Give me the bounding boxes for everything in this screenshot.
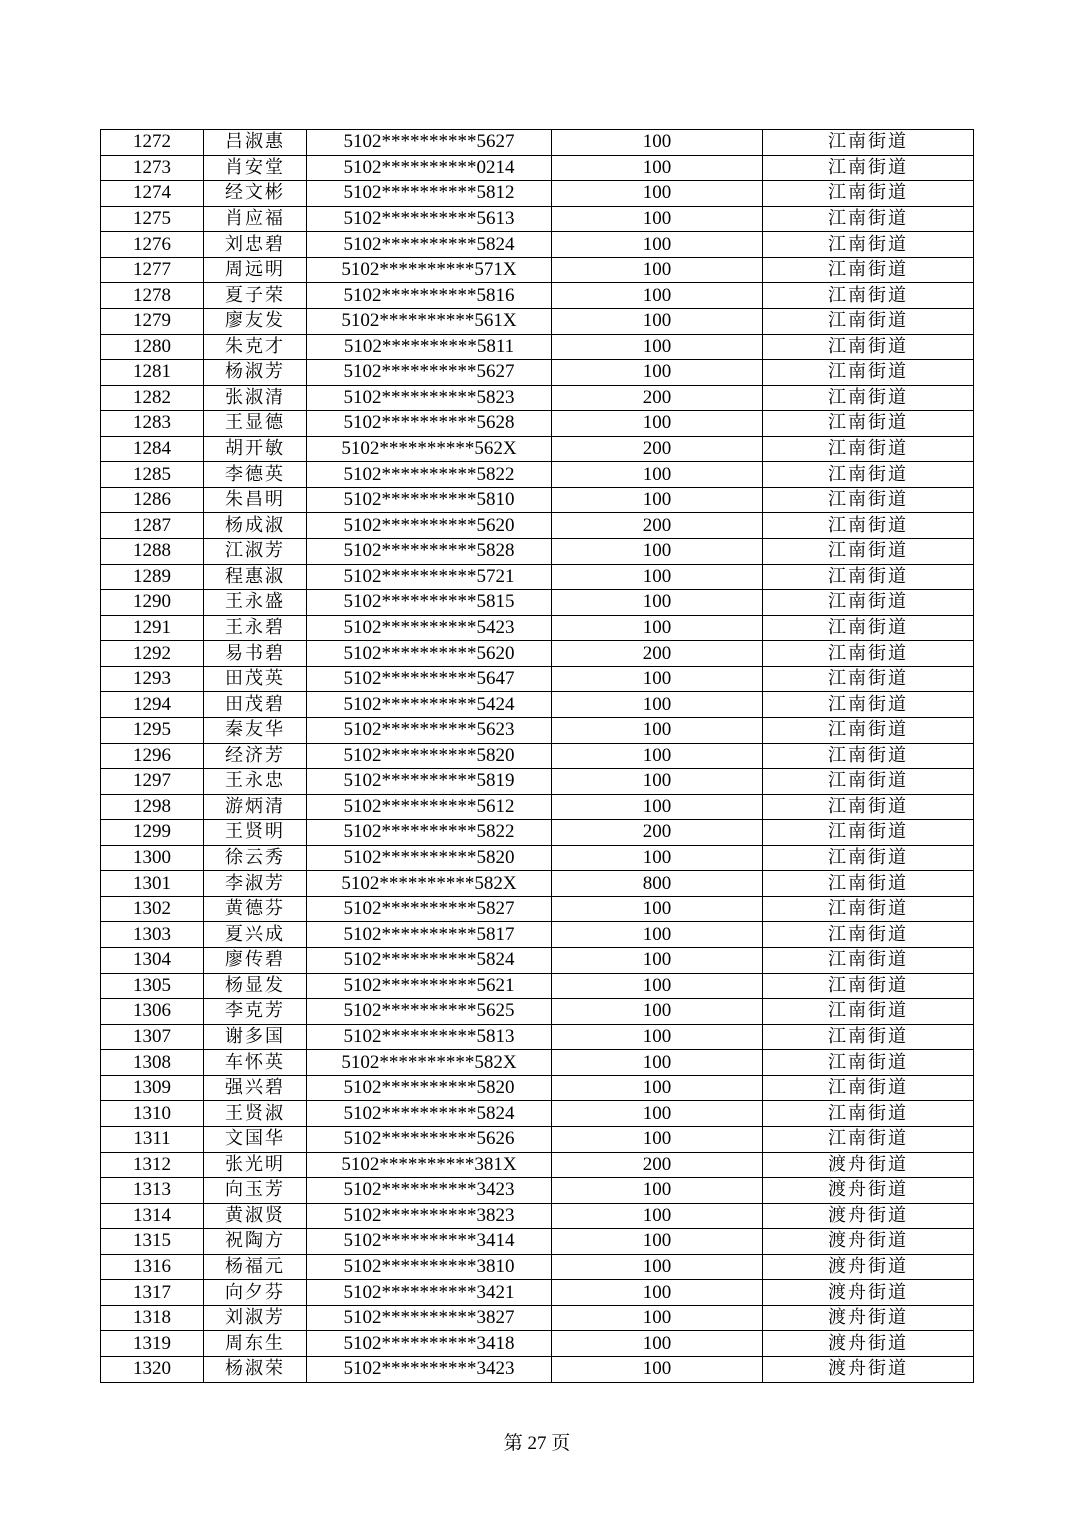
table-row <box>101 564 974 590</box>
name-cell: 刘淑芳 <box>204 1305 307 1331</box>
name-cell: 谢多国 <box>204 1024 307 1050</box>
row-number-cell: 1282 <box>101 385 204 411</box>
name-cell: 张淑清 <box>204 385 307 411</box>
table-row <box>101 334 974 360</box>
table-row <box>101 1178 974 1204</box>
street-cell: 江南街道 <box>763 308 974 334</box>
amount-cell: 100 <box>552 1203 763 1229</box>
name-cell: 经济芳 <box>204 743 307 769</box>
name-cell: 杨显发 <box>204 973 307 999</box>
street-cell: 江南街道 <box>763 871 974 897</box>
row-number-cell: 1287 <box>101 513 204 539</box>
amount-cell: 100 <box>552 1229 763 1255</box>
row-number-cell: 1292 <box>101 641 204 667</box>
name-cell: 朱昌明 <box>204 487 307 513</box>
id-number-cell: 5102**********5822 <box>307 462 552 488</box>
amount-cell: 100 <box>552 896 763 922</box>
amount-cell: 200 <box>552 820 763 846</box>
row-number-cell: 1289 <box>101 564 204 590</box>
name-cell: 强兴碧 <box>204 1075 307 1101</box>
table-row <box>101 1024 974 1050</box>
table-row <box>101 411 974 437</box>
row-number-cell: 1320 <box>101 1357 204 1383</box>
id-number-cell: 5102**********3423 <box>307 1178 552 1204</box>
table-row <box>101 385 974 411</box>
row-number-cell: 1296 <box>101 743 204 769</box>
id-number-cell: 5102**********5627 <box>307 130 552 156</box>
row-number-cell: 1283 <box>101 411 204 437</box>
amount-cell: 100 <box>552 130 763 156</box>
row-number-cell: 1304 <box>101 948 204 974</box>
table-row <box>101 1126 974 1152</box>
street-cell: 江南街道 <box>763 1050 974 1076</box>
id-number-cell: 5102**********5424 <box>307 692 552 718</box>
name-cell: 程惠淑 <box>204 564 307 590</box>
amount-cell: 100 <box>552 666 763 692</box>
street-cell: 渡舟街道 <box>763 1203 974 1229</box>
table-row <box>101 539 974 565</box>
name-cell: 朱克才 <box>204 334 307 360</box>
table-row <box>101 896 974 922</box>
name-cell: 吕淑惠 <box>204 130 307 156</box>
row-number-cell: 1279 <box>101 308 204 334</box>
amount-cell: 100 <box>552 539 763 565</box>
row-number-cell: 1310 <box>101 1101 204 1127</box>
amount-cell: 100 <box>552 973 763 999</box>
street-cell: 江南街道 <box>763 385 974 411</box>
name-cell: 杨淑芳 <box>204 360 307 386</box>
street-cell: 渡舟街道 <box>763 1357 974 1383</box>
amount-cell: 100 <box>552 1280 763 1306</box>
street-cell: 渡舟街道 <box>763 1280 974 1306</box>
table-row <box>101 666 974 692</box>
name-cell: 胡开敏 <box>204 436 307 462</box>
row-number-cell: 1272 <box>101 130 204 156</box>
amount-cell: 100 <box>552 1126 763 1152</box>
id-number-cell: 5102**********582X <box>307 871 552 897</box>
name-cell: 易书碧 <box>204 641 307 667</box>
row-number-cell: 1273 <box>101 155 204 181</box>
name-cell: 王贤淑 <box>204 1101 307 1127</box>
table-row <box>101 436 974 462</box>
row-number-cell: 1307 <box>101 1024 204 1050</box>
street-cell: 江南街道 <box>763 666 974 692</box>
street-cell: 江南街道 <box>763 999 974 1025</box>
id-number-cell: 5102**********5620 <box>307 513 552 539</box>
street-cell: 江南街道 <box>763 1024 974 1050</box>
amount-cell: 200 <box>552 436 763 462</box>
name-cell: 车怀英 <box>204 1050 307 1076</box>
id-number-cell: 5102**********5820 <box>307 1075 552 1101</box>
id-number-cell: 5102**********5817 <box>307 922 552 948</box>
id-number-cell: 5102**********5828 <box>307 539 552 565</box>
amount-cell: 100 <box>552 257 763 283</box>
amount-cell: 100 <box>552 1075 763 1101</box>
id-number-cell: 5102**********3810 <box>307 1254 552 1280</box>
name-cell: 经文彬 <box>204 181 307 207</box>
row-number-cell: 1316 <box>101 1254 204 1280</box>
street-cell: 江南街道 <box>763 334 974 360</box>
table-row <box>101 308 974 334</box>
amount-cell: 200 <box>552 513 763 539</box>
row-number-cell: 1303 <box>101 922 204 948</box>
name-cell: 王贤明 <box>204 820 307 846</box>
row-number-cell: 1317 <box>101 1280 204 1306</box>
name-cell: 田茂英 <box>204 666 307 692</box>
table-row <box>101 1050 974 1076</box>
id-number-cell: 5102**********562X <box>307 436 552 462</box>
name-cell: 向夕芬 <box>204 1280 307 1306</box>
id-number-cell: 5102**********5423 <box>307 615 552 641</box>
id-number-cell: 5102**********0214 <box>307 155 552 181</box>
table-row <box>101 845 974 871</box>
street-cell: 江南街道 <box>763 487 974 513</box>
street-cell: 渡舟街道 <box>763 1152 974 1178</box>
table-row <box>101 487 974 513</box>
name-cell: 徐云秀 <box>204 845 307 871</box>
row-number-cell: 1315 <box>101 1229 204 1255</box>
amount-cell: 100 <box>552 1305 763 1331</box>
street-cell: 江南街道 <box>763 590 974 616</box>
id-number-cell: 5102**********5827 <box>307 896 552 922</box>
id-number-cell: 5102**********3418 <box>307 1331 552 1357</box>
table-row <box>101 590 974 616</box>
name-cell: 田茂碧 <box>204 692 307 718</box>
id-number-cell: 5102**********5823 <box>307 385 552 411</box>
row-number-cell: 1300 <box>101 845 204 871</box>
table-row <box>101 206 974 232</box>
street-cell: 江南街道 <box>763 564 974 590</box>
amount-cell: 200 <box>552 385 763 411</box>
row-number-cell: 1299 <box>101 820 204 846</box>
amount-cell: 100 <box>552 615 763 641</box>
amount-cell: 100 <box>552 743 763 769</box>
amount-cell: 200 <box>552 1152 763 1178</box>
id-number-cell: 5102**********5626 <box>307 1126 552 1152</box>
id-number-cell: 5102**********582X <box>307 1050 552 1076</box>
street-cell: 江南街道 <box>763 845 974 871</box>
table-row <box>101 181 974 207</box>
table-row <box>101 794 974 820</box>
street-cell: 江南街道 <box>763 283 974 309</box>
name-cell: 廖传碧 <box>204 948 307 974</box>
street-cell: 江南街道 <box>763 539 974 565</box>
name-cell: 李克芳 <box>204 999 307 1025</box>
row-number-cell: 1298 <box>101 794 204 820</box>
amount-cell: 100 <box>552 1178 763 1204</box>
street-cell: 江南街道 <box>763 206 974 232</box>
street-cell: 江南街道 <box>763 922 974 948</box>
row-number-cell: 1288 <box>101 539 204 565</box>
row-number-cell: 1314 <box>101 1203 204 1229</box>
table-row <box>101 1101 974 1127</box>
id-number-cell: 5102**********3423 <box>307 1357 552 1383</box>
street-cell: 江南街道 <box>763 794 974 820</box>
row-number-cell: 1290 <box>101 590 204 616</box>
amount-cell: 100 <box>552 308 763 334</box>
amount-cell: 100 <box>552 692 763 718</box>
id-number-cell: 5102**********5620 <box>307 641 552 667</box>
table-row <box>101 232 974 258</box>
street-cell: 江南街道 <box>763 641 974 667</box>
row-number-cell: 1305 <box>101 973 204 999</box>
amount-cell: 100 <box>552 283 763 309</box>
amount-cell: 100 <box>552 1050 763 1076</box>
table-row <box>101 973 974 999</box>
id-number-cell: 5102**********5621 <box>307 973 552 999</box>
street-cell: 江南街道 <box>763 717 974 743</box>
name-cell: 王永盛 <box>204 590 307 616</box>
name-cell: 李淑芳 <box>204 871 307 897</box>
row-number-cell: 1294 <box>101 692 204 718</box>
name-cell: 王永碧 <box>204 615 307 641</box>
id-number-cell: 5102**********5824 <box>307 1101 552 1127</box>
row-number-cell: 1275 <box>101 206 204 232</box>
id-number-cell: 5102**********3823 <box>307 1203 552 1229</box>
id-number-cell: 5102**********5613 <box>307 206 552 232</box>
row-number-cell: 1297 <box>101 769 204 795</box>
id-number-cell: 5102**********5813 <box>307 1024 552 1050</box>
id-number-cell: 5102**********381X <box>307 1152 552 1178</box>
id-number-cell: 5102**********3827 <box>307 1305 552 1331</box>
table-row <box>101 820 974 846</box>
amount-cell: 100 <box>552 717 763 743</box>
street-cell: 江南街道 <box>763 181 974 207</box>
row-number-cell: 1302 <box>101 896 204 922</box>
street-cell: 江南街道 <box>763 155 974 181</box>
name-cell: 游炳清 <box>204 794 307 820</box>
id-number-cell: 5102**********5820 <box>307 845 552 871</box>
row-number-cell: 1319 <box>101 1331 204 1357</box>
name-cell: 杨成淑 <box>204 513 307 539</box>
table-row <box>101 999 974 1025</box>
table-row <box>101 1357 974 1383</box>
name-cell: 杨淑荣 <box>204 1357 307 1383</box>
row-number-cell: 1291 <box>101 615 204 641</box>
street-cell: 江南街道 <box>763 692 974 718</box>
table-row <box>101 871 974 897</box>
name-cell: 黄淑贤 <box>204 1203 307 1229</box>
amount-cell: 800 <box>552 871 763 897</box>
amount-cell: 100 <box>552 155 763 181</box>
table-row <box>101 769 974 795</box>
row-number-cell: 1308 <box>101 1050 204 1076</box>
table-row <box>101 513 974 539</box>
street-cell: 江南街道 <box>763 462 974 488</box>
amount-cell: 100 <box>552 1024 763 1050</box>
table-row <box>101 155 974 181</box>
amount-cell: 100 <box>552 487 763 513</box>
id-number-cell: 5102**********5628 <box>307 411 552 437</box>
id-number-cell: 5102**********5647 <box>307 666 552 692</box>
table-row <box>101 1254 974 1280</box>
row-number-cell: 1278 <box>101 283 204 309</box>
street-cell: 江南街道 <box>763 130 974 156</box>
street-cell: 渡舟街道 <box>763 1305 974 1331</box>
amount-cell: 100 <box>552 360 763 386</box>
name-cell: 夏兴成 <box>204 922 307 948</box>
table-row <box>101 360 974 386</box>
name-cell: 黄德芬 <box>204 896 307 922</box>
row-number-cell: 1306 <box>101 999 204 1025</box>
street-cell: 江南街道 <box>763 257 974 283</box>
table-row <box>101 1152 974 1178</box>
table-row <box>101 1305 974 1331</box>
row-number-cell: 1318 <box>101 1305 204 1331</box>
row-number-cell: 1280 <box>101 334 204 360</box>
amount-cell: 100 <box>552 845 763 871</box>
name-cell: 周东生 <box>204 1331 307 1357</box>
id-number-cell: 5102**********5625 <box>307 999 552 1025</box>
name-cell: 杨福元 <box>204 1254 307 1280</box>
table-row <box>101 1280 974 1306</box>
amount-cell: 100 <box>552 334 763 360</box>
amount-cell: 100 <box>552 999 763 1025</box>
data-table <box>100 129 974 1383</box>
amount-cell: 100 <box>552 1254 763 1280</box>
row-number-cell: 1276 <box>101 232 204 258</box>
table-row <box>101 1075 974 1101</box>
table-row <box>101 692 974 718</box>
street-cell: 江南街道 <box>763 615 974 641</box>
street-cell: 江南街道 <box>763 769 974 795</box>
id-number-cell: 5102**********3421 <box>307 1280 552 1306</box>
name-cell: 夏子荣 <box>204 283 307 309</box>
name-cell: 祝陶方 <box>204 1229 307 1255</box>
street-cell: 江南街道 <box>763 820 974 846</box>
amount-cell: 200 <box>552 641 763 667</box>
amount-cell: 100 <box>552 794 763 820</box>
row-number-cell: 1295 <box>101 717 204 743</box>
table-row <box>101 1203 974 1229</box>
table-row <box>101 283 974 309</box>
table-row <box>101 1331 974 1357</box>
name-cell: 秦友华 <box>204 717 307 743</box>
row-number-cell: 1285 <box>101 462 204 488</box>
id-number-cell: 5102**********5627 <box>307 360 552 386</box>
id-number-cell: 5102**********5810 <box>307 487 552 513</box>
id-number-cell: 5102**********561X <box>307 308 552 334</box>
name-cell: 王显德 <box>204 411 307 437</box>
name-cell: 肖安堂 <box>204 155 307 181</box>
row-number-cell: 1274 <box>101 181 204 207</box>
table-row <box>101 462 974 488</box>
row-number-cell: 1313 <box>101 1178 204 1204</box>
row-number-cell: 1284 <box>101 436 204 462</box>
amount-cell: 100 <box>552 206 763 232</box>
table-row <box>101 948 974 974</box>
id-number-cell: 5102**********5612 <box>307 794 552 820</box>
street-cell: 江南街道 <box>763 360 974 386</box>
table-row <box>101 615 974 641</box>
row-number-cell: 1277 <box>101 257 204 283</box>
street-cell: 渡舟街道 <box>763 1178 974 1204</box>
id-number-cell: 5102**********5819 <box>307 769 552 795</box>
street-cell: 江南街道 <box>763 1126 974 1152</box>
id-number-cell: 5102**********3414 <box>307 1229 552 1255</box>
name-cell: 王永忠 <box>204 769 307 795</box>
table-row <box>101 717 974 743</box>
amount-cell: 100 <box>552 769 763 795</box>
table-row <box>101 641 974 667</box>
street-cell: 江南街道 <box>763 232 974 258</box>
street-cell: 渡舟街道 <box>763 1331 974 1357</box>
id-number-cell: 5102**********5824 <box>307 232 552 258</box>
id-number-cell: 5102**********5824 <box>307 948 552 974</box>
amount-cell: 100 <box>552 462 763 488</box>
street-cell: 渡舟街道 <box>763 1229 974 1255</box>
id-number-cell: 5102**********5812 <box>307 181 552 207</box>
id-number-cell: 5102**********571X <box>307 257 552 283</box>
street-cell: 江南街道 <box>763 513 974 539</box>
table-row <box>101 130 974 156</box>
name-cell: 向玉芳 <box>204 1178 307 1204</box>
amount-cell: 100 <box>552 1101 763 1127</box>
row-number-cell: 1281 <box>101 360 204 386</box>
amount-cell: 100 <box>552 948 763 974</box>
name-cell: 李德英 <box>204 462 307 488</box>
street-cell: 江南街道 <box>763 896 974 922</box>
amount-cell: 100 <box>552 590 763 616</box>
id-number-cell: 5102**********5816 <box>307 283 552 309</box>
table-body <box>101 130 974 1383</box>
street-cell: 江南街道 <box>763 973 974 999</box>
row-number-cell: 1301 <box>101 871 204 897</box>
row-number-cell: 1312 <box>101 1152 204 1178</box>
row-number-cell: 1286 <box>101 487 204 513</box>
page-number: 第 27 页 <box>503 1433 571 1454</box>
amount-cell: 100 <box>552 922 763 948</box>
name-cell: 文国华 <box>204 1126 307 1152</box>
table-row <box>101 922 974 948</box>
street-cell: 江南街道 <box>763 743 974 769</box>
name-cell: 肖应福 <box>204 206 307 232</box>
name-cell: 廖友发 <box>204 308 307 334</box>
name-cell: 刘忠碧 <box>204 232 307 258</box>
street-cell: 江南街道 <box>763 948 974 974</box>
name-cell: 张光明 <box>204 1152 307 1178</box>
amount-cell: 100 <box>552 181 763 207</box>
id-number-cell: 5102**********5721 <box>307 564 552 590</box>
amount-cell: 100 <box>552 564 763 590</box>
street-cell: 渡舟街道 <box>763 1254 974 1280</box>
amount-cell: 100 <box>552 411 763 437</box>
table-row <box>101 257 974 283</box>
row-number-cell: 1293 <box>101 666 204 692</box>
id-number-cell: 5102**********5623 <box>307 717 552 743</box>
row-number-cell: 1311 <box>101 1126 204 1152</box>
street-cell: 江南街道 <box>763 1101 974 1127</box>
amount-cell: 100 <box>552 1331 763 1357</box>
name-cell: 周远明 <box>204 257 307 283</box>
amount-cell: 100 <box>552 1357 763 1383</box>
street-cell: 江南街道 <box>763 1075 974 1101</box>
id-number-cell: 5102**********5811 <box>307 334 552 360</box>
street-cell: 江南街道 <box>763 436 974 462</box>
table-row <box>101 1229 974 1255</box>
id-number-cell: 5102**********5820 <box>307 743 552 769</box>
street-cell: 江南街道 <box>763 411 974 437</box>
name-cell: 江淑芳 <box>204 539 307 565</box>
table-row <box>101 743 974 769</box>
id-number-cell: 5102**********5822 <box>307 820 552 846</box>
id-number-cell: 5102**********5815 <box>307 590 552 616</box>
amount-cell: 100 <box>552 232 763 258</box>
row-number-cell: 1309 <box>101 1075 204 1101</box>
